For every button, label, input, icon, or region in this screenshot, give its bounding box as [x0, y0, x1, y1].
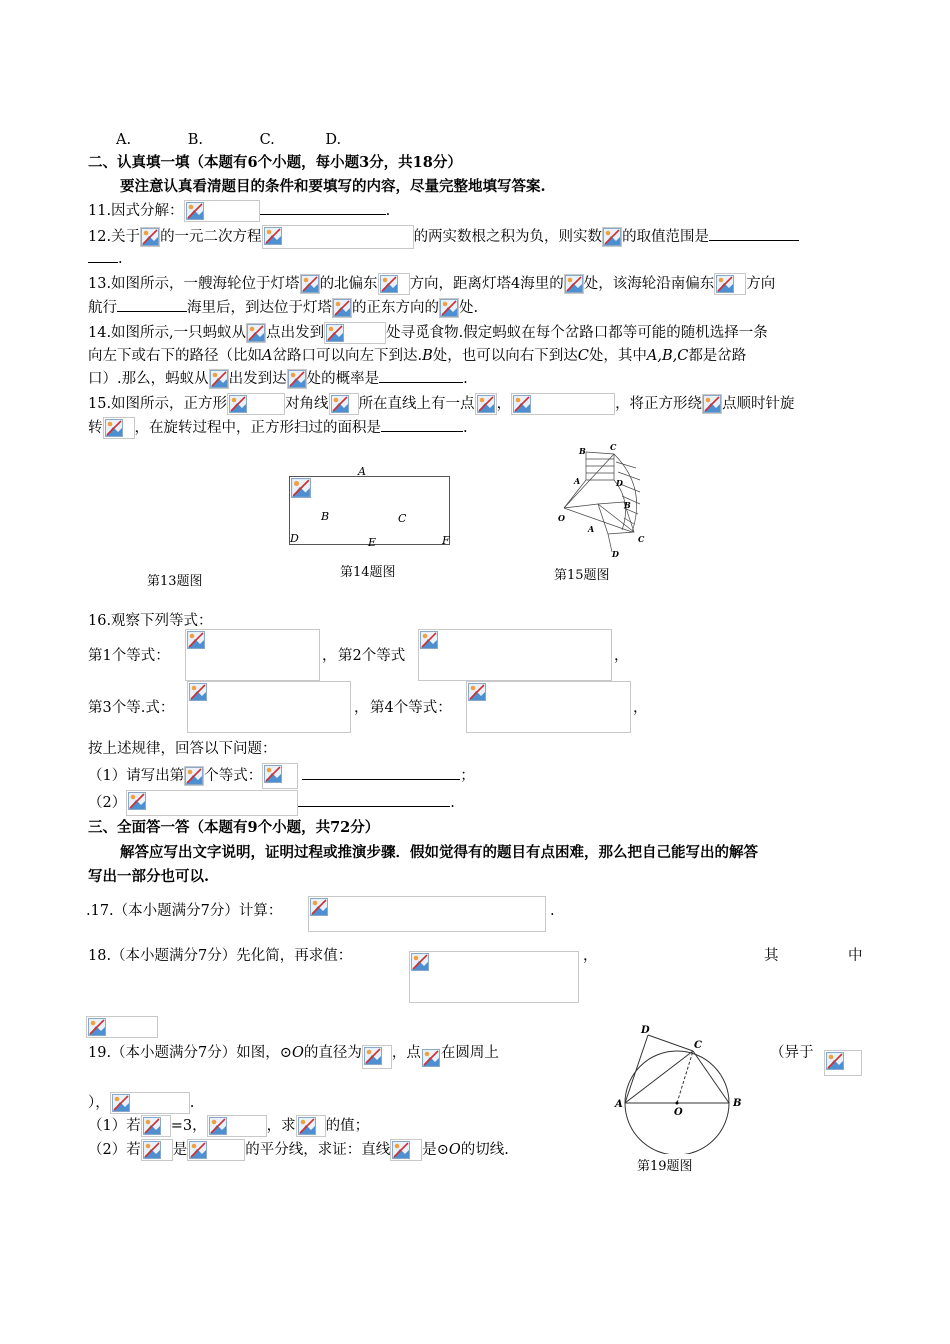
formula-image [409, 951, 579, 1003]
question-18: 18.（本小题满分7分）先化简，再求值： [88, 948, 353, 964]
formula-image-icon [296, 1115, 326, 1137]
sep: ， [322, 648, 337, 664]
svg-text:B: B [624, 500, 631, 510]
formula-image-icon [390, 1139, 422, 1161]
equation-4-image [466, 681, 631, 733]
question-19: 19.（本小题满分7分）如图，⊙O的直径为 ，点 在圆周上 [88, 1043, 499, 1069]
fig14-label-d: D [290, 532, 299, 545]
equation-1-image [185, 629, 320, 681]
question-16: 16.观察下列等式： [88, 613, 213, 629]
svg-text:B: B [579, 446, 586, 456]
formula-image-icon [140, 227, 160, 247]
formula-image-icon [378, 273, 410, 295]
question-16-part1: （1）请写出第 个等式： ； [88, 763, 475, 789]
formula-image-icon [714, 273, 746, 295]
formula-image-icon [141, 1139, 173, 1161]
option-b: B. [187, 132, 203, 148]
formula-image-icon [207, 1115, 267, 1137]
fig19-label-c: C [694, 1040, 702, 1051]
svg-text:D: D [612, 549, 619, 559]
answer-options [116, 130, 341, 150]
svg-text:A: A [574, 476, 581, 486]
question-13: 13.如图所示，一艘海轮位于灯塔 的北偏东 方向，距离灯塔4海里的 处，该海轮沿南偏东 方向 [88, 273, 775, 295]
section3-note: 解答应写出文字说明，证明过程或推演步骤．假如觉得有的题目有点困难，那么把自己能写出的解答 [120, 844, 758, 861]
formula-image-icon [209, 369, 229, 389]
question-14: 14.如图所示,一只蚂蚁从 点出发到 处寻觅食物.假定蚂蚁在每个岔路口都等可能的随机选择一条 [88, 322, 768, 344]
equation-1-label: 第1个等式： [88, 648, 170, 664]
question-15: 15.如图所示，正方形 对角线 所在直线上有一点 ， ，将正方形绕 点顺时针旋 [88, 393, 795, 415]
formula-image-icon [602, 227, 622, 247]
option-a: A. [116, 132, 132, 148]
formula-image-icon [287, 369, 307, 389]
question-12-cont: . [88, 249, 123, 269]
figure-19-caption: 第19题图 [637, 1159, 693, 1174]
formula-image-icon [564, 274, 584, 294]
option-c: C. [259, 132, 275, 148]
formula-image-icon [184, 766, 204, 786]
question-19-part1: （1）若 =3， ，求 的值； [88, 1115, 369, 1137]
fig14-label-b: B [321, 510, 330, 523]
section3-note2: 写出一部分也可以. [88, 868, 210, 885]
figure-14-caption: 第14题图 [340, 565, 396, 580]
formula-image-icon [110, 1092, 190, 1114]
formula-image-icon [475, 393, 497, 415]
fig14-label-e: E [368, 536, 377, 549]
fig19-label-b: B [733, 1098, 742, 1109]
question-19-cont: ）， . [88, 1092, 194, 1114]
formula-image [824, 1050, 862, 1076]
formula-image-icon [187, 1139, 245, 1161]
section2-title: 二、认真填一填（本题有6个小题，每小题3分，共18分） [88, 154, 462, 171]
formula-image-icon [329, 393, 359, 415]
fig19-label-d: D [641, 1025, 650, 1036]
question-15-cont: 转 ，在旋转过程中，正方形扫过的面积是 . [88, 417, 468, 439]
formula-image-icon [300, 274, 320, 294]
fig19-label-o: O [674, 1107, 683, 1118]
formula-image-icon [184, 200, 260, 222]
svg-text:C: C [638, 534, 645, 544]
figure-14 [284, 462, 460, 552]
formula-image-icon [246, 323, 266, 343]
fig14-label-c: C [398, 512, 407, 525]
formula-image-icon [324, 322, 386, 344]
formula-image-icon [103, 417, 135, 439]
formula-image [308, 896, 546, 932]
equation-4-label: 第4个等式： [370, 700, 452, 716]
svg-text:O: O [558, 513, 565, 523]
equation-3-label: 第3个等.式： [88, 700, 175, 716]
formula-image-icon [439, 298, 459, 318]
question-13-cont: 航行 海里后，到达位于灯塔 的正东方向的 处. [88, 300, 479, 316]
question-19-part2: （2）若 是 的平分线，求证：直线 是⊙O的切线. [88, 1139, 509, 1161]
question-12: 12.关于 的一元二次方程 的两实数根之积为负，则实数 的取值范围是 [88, 225, 799, 249]
formula-image-icon [126, 790, 298, 816]
formula-image-icon [141, 1115, 171, 1137]
equation-3-image [187, 681, 351, 733]
svg-text:D: D [616, 478, 623, 488]
formula-image-icon [262, 763, 298, 789]
question-14-cont2: 口）.那么，蚂蚁从 出发到达 处的概率是 . [88, 371, 468, 387]
fig19-label-a: A [615, 1099, 623, 1110]
section2-note: 要注意认真看清题目的条件和要填写的内容，尽量完整地填写答案. [120, 178, 546, 195]
equation-2-label: 第2个等式 [338, 648, 406, 664]
formula-image-icon [262, 225, 414, 249]
question-17: .17.（本小题满分7分）计算： [86, 903, 283, 919]
figure-19 [610, 1020, 750, 1154]
formula-image-icon [227, 393, 285, 415]
option-d: D. [325, 132, 342, 148]
svg-text:C: C [610, 442, 617, 452]
figure-15-caption: 第15题图 [554, 568, 610, 583]
figure-15 [552, 442, 662, 560]
fig14-label-a: A [358, 465, 366, 478]
formula-image-icon [421, 1045, 441, 1069]
question-14-cont: 向左下或右下的路径（比如A岔路口可以向左下到达.B处，也可以向右下到达C处，其中A,B,C都是岔路 [88, 348, 747, 364]
question-16-rule: 按上述规律，回答以下问题： [88, 741, 277, 757]
formula-image [86, 1016, 158, 1038]
figure-13-caption: 第13题图 [147, 574, 203, 589]
question-16-part2: （2） . [88, 790, 455, 816]
svg-text:A: A [588, 524, 595, 534]
section3-title: 三、全面答一答（本题有9个小题，共72分） [88, 819, 380, 836]
formula-image-icon [511, 393, 615, 415]
formula-image-icon [702, 394, 722, 414]
question-11: 11.因式分解： . [88, 200, 390, 222]
equation-2-image [418, 629, 612, 681]
formula-image-icon [362, 1045, 392, 1069]
fig14-label-f: F [442, 534, 450, 547]
formula-image-icon [332, 298, 352, 318]
